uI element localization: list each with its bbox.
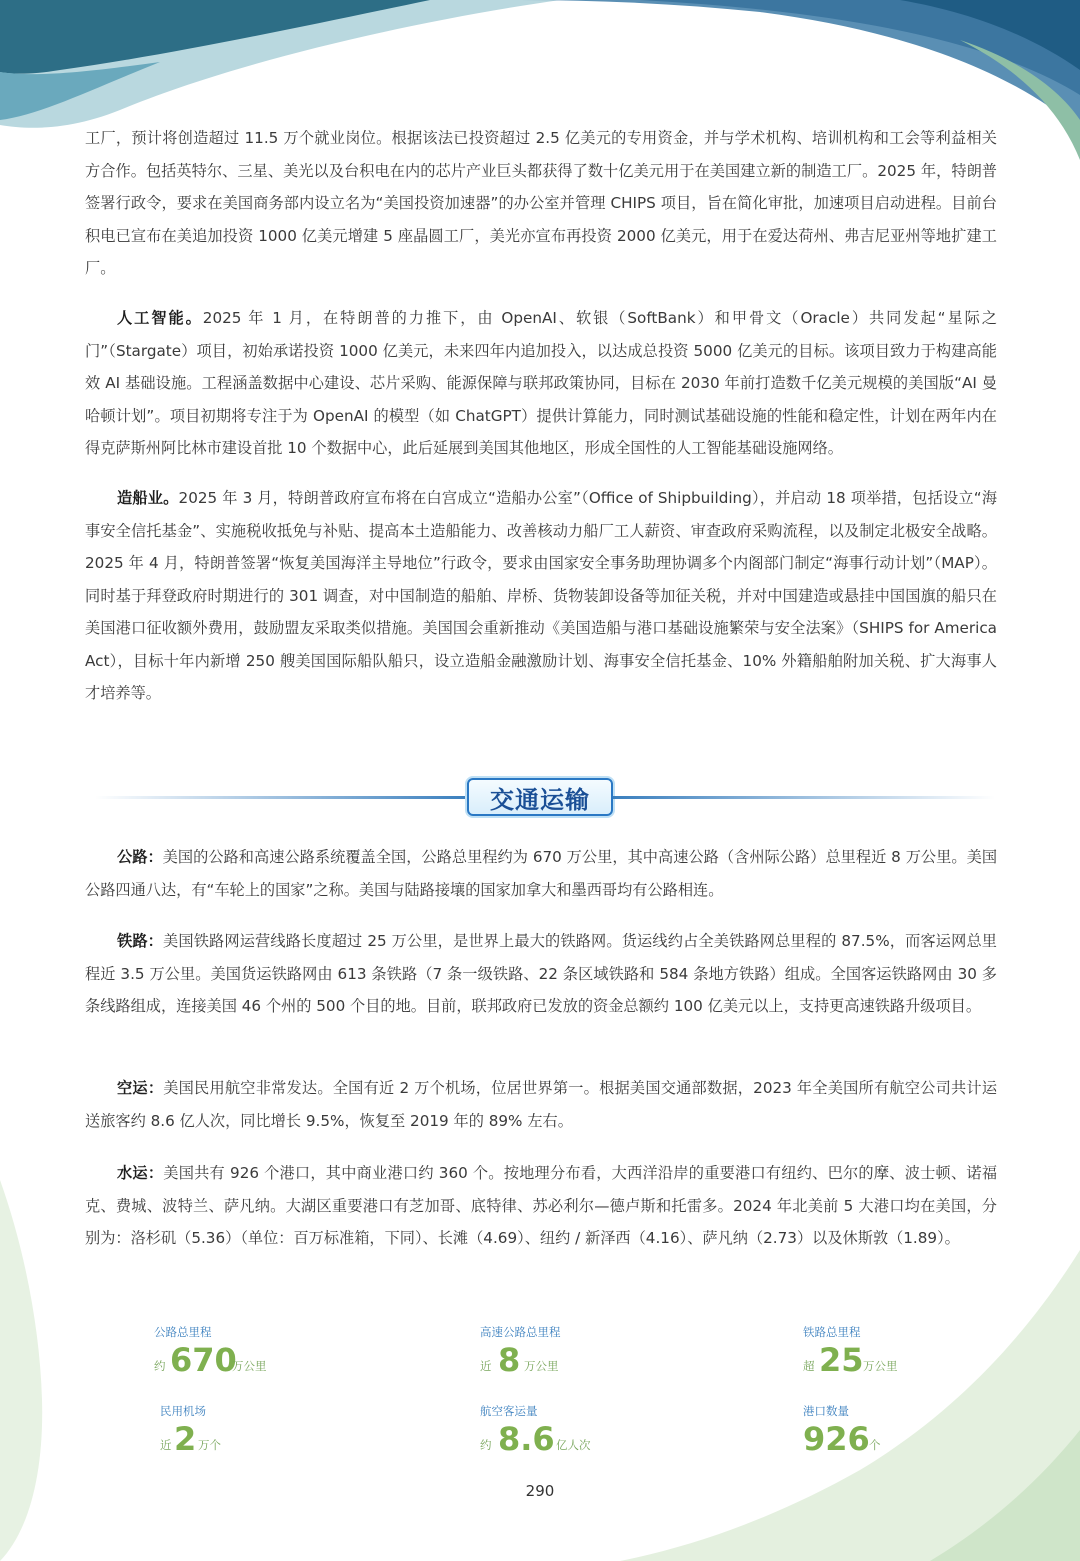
water-lead: 水运： <box>117 1164 164 1182</box>
stat-ports <box>803 1403 1003 1463</box>
stat-prefix: 超 <box>803 1359 815 1373</box>
banner-line-left <box>95 796 467 799</box>
rail-lead: 铁路： <box>117 932 164 950</box>
stat-value: 25 <box>819 1341 864 1379</box>
road-text: 美国的公路和高速公路系统覆盖全国，公路总里程约为 670 万公里，其中高速公路（含州际公路）总里程近 8 万公里。美国公路四通八达，有“车轮上的国家”之称。美国与陆路接壤的国家加拿大和墨西哥均有公路相连。 <box>85 848 998 899</box>
paragraph-shipbuilding <box>85 482 997 710</box>
stat-label: 航空客运量 <box>480 1404 538 1418</box>
stat-unit: 个 <box>869 1438 881 1452</box>
stat-value: 8 <box>498 1341 521 1379</box>
banner-line-right <box>613 796 995 799</box>
section-title: 交通运输 <box>467 778 613 816</box>
stat-prefix: 近 <box>160 1438 172 1452</box>
stat-prefix: 约 <box>154 1359 166 1373</box>
paragraph-road <box>85 841 997 906</box>
stat-label: 民用机场 <box>160 1404 206 1418</box>
paragraph-air <box>85 1072 997 1137</box>
paragraph-ai <box>85 302 997 465</box>
stat-airports <box>160 1403 360 1463</box>
stat-unit: 亿人次 <box>556 1438 591 1452</box>
stat-value: 2 <box>174 1420 197 1458</box>
stat-rail-length <box>803 1324 1003 1384</box>
stat-value: 670 <box>170 1341 237 1379</box>
stat-air-passengers <box>480 1403 680 1463</box>
stat-label: 港口数量 <box>803 1404 849 1418</box>
stat-unit: 万公里 <box>863 1359 898 1373</box>
page-number: 290 <box>525 1482 555 1500</box>
paragraph-chips <box>85 122 997 285</box>
stat-road-length <box>154 1324 354 1384</box>
stat-prefix: 约 <box>480 1438 492 1452</box>
ship-text: 2025 年 3 月，特朗普政府宣布将在白宫成立“造船办公室”（Office of Shipbuilding），并启动 18 项举措，包括设立“海事安全信托基金”、实施税收抵免与补贴、提高本土造船能力、改善核动力船厂工人薪资、审查政府采购流程，以及制定北极安全战略。2025 年 4 月，特朗普签署“恢复美国海洋主导地位”行政令，要求由国家安全事务助理协调多个内阁部门制定“海事行动计划”（MAP）。同时基于拜登政府时期进行的 301 调查，对中国制造的船舶、岸桥、货物装卸设备等加征关税，并对中国建造或悬挂中国国旗的船只在美国港口征收额外费用，鼓励盟友采取类似措施。美国国会重新推动《美国造船与港口基础设施繁荣与安全法案》（SHIPS for America Act），目标十年内新增 250 艘美国国际船队船只，设立造船金融激励计划、海事安全信托基金、10% 外籍船舶附加关税、扩大海事人才培养等。 <box>85 489 998 702</box>
water-text: 美国共有 926 个港口，其中商业港口约 360 个。按地理分布看，大西洋沿岸的重要港口有纽约、巴尔的摩、波士顿、诺福克、费城、波特兰、萨凡纳。大湖区重要港口有芝加哥、底特律、苏必利尔—德卢斯和托雷多。2024 年北美前 5 大港口均在美国，分别为：洛杉矶（5.36）（单位：百万标准箱，下同）、长滩（4.69）、纽约 / 新泽西（4.16）、萨凡纳（2.73）以及休斯敦（1.89）。 <box>85 1164 998 1247</box>
ai-lead: 人工智能。 <box>117 309 203 327</box>
paragraph-chips-text: 工厂，预计将创造超过 11.5 万个就业岗位。根据该法已投资超过 2.5 亿美元的专用资金，并与学术机构、培训机构和工会等利益相关方合作。包括英特尔、三星、美光以及台积电在内的芯片产业巨头都获得了数十亿美元用于在美国建立新的制造工厂。2025 年，特朗普签署行政令，要求在美国商务部内设立名为“美国投资加速器”的办公室并管理 CHIPS 项目，旨在简化审批，加速项目启动进程。目前台积电已宣布在美追加投资 1000 亿美元增建 5 座晶圆工厂，美光亦宣布再投资 2000 亿美元，用于在爱达荷州、弗吉尼亚州等地扩建工厂。 <box>85 129 997 277</box>
stat-label: 铁路总里程 <box>803 1325 861 1339</box>
air-lead: 空运： <box>117 1079 164 1097</box>
paragraph-rail <box>85 925 997 1023</box>
stat-unit: 万公里 <box>524 1359 559 1373</box>
stat-prefix: 近 <box>480 1359 492 1373</box>
stat-label: 高速公路总里程 <box>480 1325 561 1339</box>
stat-unit: 万个 <box>198 1438 221 1452</box>
stat-label: 公路总里程 <box>154 1325 212 1339</box>
ai-text: 2025 年 1 月，在特朗普的力推下，由 OpenAI、软银（SoftBank）和甲骨文（Oracle）共同发起“星际之门”（Stargate）项目，初始承诺投资 1000 亿美元，未来四年内追加投入，以达成总投资 5000 亿美元的目标。该项目致力于构建高能效 AI 基础设施。工程涵盖数据中心建设、芯片采购、能源保障与联邦政策协同，目标在 2030 年前打造数千亿美元规模的美国版“AI 曼哈顿计划”。项目初期将专注于为 OpenAI 的模型（如 ChatGPT）提供计算能力，同时测试基础设施的性能和稳定性，计划在两年内在得克萨斯州阿比林市建设首批 10 个数据中心，此后延展到美国其他地区，形成全国性的人工智能基础设施网络。 <box>85 309 997 457</box>
stat-value: 926 <box>803 1420 870 1458</box>
road-lead: 公路： <box>117 848 163 866</box>
stat-unit: 万公里 <box>232 1359 267 1373</box>
ship-lead: 造船业。 <box>117 489 179 507</box>
rail-text: 美国铁路网运营线路长度超过 25 万公里，是世界上最大的铁路网。货运线约占全美铁路网总里程的 87.5%，而客运网总里程近 3.5 万公里。美国货运铁路网由 613 条铁路（7 条一级铁路、22 条区域铁路和 584 条地方铁路）组成。全国客运铁路网由 30 多条线路组成，连接美国 46 个州的 500 个目的地。目前，联邦政府已发放的资金总额约 100 亿美元以上，支持更高速铁路升级项目。 <box>85 932 997 1015</box>
stat-value: 8.6 <box>498 1420 555 1458</box>
paragraph-water <box>85 1157 997 1255</box>
air-text: 美国民用航空非常发达。全国有近 2 万个机场，位居世界第一。根据美国交通部数据，2023 年全美国所有航空公司共计运送旅客约 8.6 亿人次，同比增长 9.5%，恢复至 2019 年的 89% 左右。 <box>85 1079 998 1130</box>
stat-highway-length <box>480 1324 680 1384</box>
section-header-transport <box>95 776 995 820</box>
